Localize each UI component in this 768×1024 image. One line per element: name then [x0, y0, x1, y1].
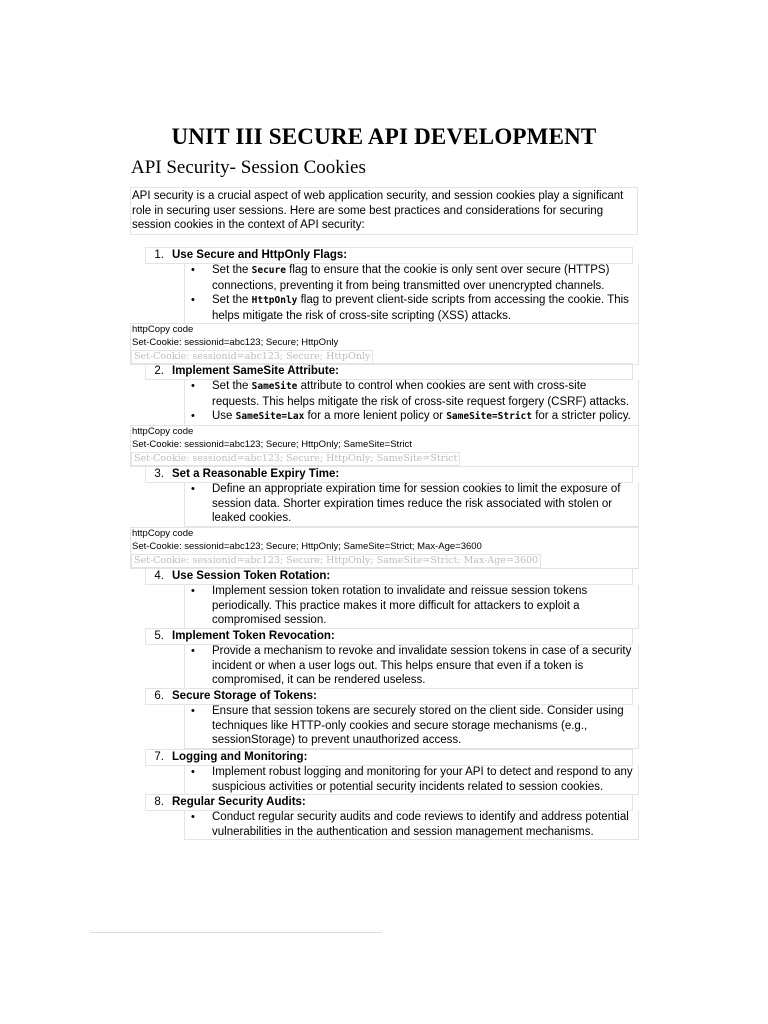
bullet-icon: •	[191, 483, 195, 495]
item-number: 3.	[154, 468, 164, 480]
item-heading: Use Session Token Rotation:	[172, 570, 331, 582]
numbered-heading-1	[145, 247, 633, 264]
bullet-list-8	[184, 810, 639, 840]
code-line-faded: Set-Cookie: sessionid=abc123; Secure; HttpOnly; SameSite=Strict	[131, 452, 460, 466]
item-heading: Implement SameSite Attribute:	[172, 365, 339, 377]
item-heading: Set a Reasonable Expiry Time:	[172, 468, 340, 480]
item-number: 6.	[154, 690, 164, 702]
inline-code: SameSite=Lax	[235, 411, 305, 423]
numbered-heading-6	[145, 688, 633, 705]
item-number: 2.	[154, 365, 164, 377]
code-line-faded: Set-Cookie: sessionid=abc123; Secure; HttpOnly; SameSite=Strict; Max-Age=3600	[131, 554, 541, 568]
bullet-icon: •	[191, 380, 195, 392]
numbered-heading-3	[145, 466, 633, 483]
list-item: • Implement robust logging and monitoring for your API to detect and respond to any suspicious activities or potential security incidents related to session cookies.	[191, 766, 633, 793]
list-item: • Set the Secure flag to ensure that the cookie is only sent over secure (HTTPS) connections, preventing it from being transmitted over unencrypted channels.	[191, 264, 610, 292]
item-heading: Regular Security Audits:	[172, 796, 306, 808]
bullet-icon: •	[191, 766, 195, 778]
code-line-faded: Set-Cookie: sessionid=abc123; Secure; HttpOnly	[131, 350, 373, 364]
bullet-icon: •	[191, 811, 195, 823]
inline-code: HttpOnly	[251, 295, 298, 307]
code-line: Set-Cookie: sessionid=abc123; Secure; HttpOnly; SameSite=Strict; Max-Age=3600	[132, 540, 482, 552]
numbered-heading-8	[145, 794, 633, 811]
footnote-separator	[90, 932, 382, 933]
item-heading: Use Secure and HttpOnly Flags:	[172, 249, 348, 261]
list-item: • Use SameSite=Lax for a more lenient policy or SameSite=Strict for a stricter policy.	[191, 410, 631, 423]
code-block-3	[130, 527, 639, 569]
code-label: httpCopy code	[132, 528, 194, 539]
bullet-list-4	[184, 584, 639, 629]
bullet-icon: •	[191, 705, 195, 717]
page-title: UNIT III SECURE API DEVELOPMENT	[171, 124, 597, 149]
bullet-icon: •	[191, 264, 195, 276]
numbered-heading-7	[145, 749, 633, 766]
list-item: • Conduct regular security audits and code reviews to identify and address potential vulnerabilities in the authentication and session management mechanisms.	[191, 811, 629, 838]
code-line: Set-Cookie: sessionid=abc123; Secure; HttpOnly	[132, 336, 339, 348]
inline-code: SameSite	[251, 381, 298, 392]
list-item: • Ensure that session tokens are securely stored on the client side. Consider using techniques like HTTP-only cookies and secure storage mechanisms (e.g., sessionStorage) to prevent unauthorized access.	[191, 705, 624, 747]
bullet-list-3	[184, 482, 639, 527]
inline-code: Secure	[251, 265, 286, 276]
item-number: 8.	[154, 796, 164, 808]
code-label: httpCopy code	[132, 426, 194, 437]
bullet-list-5	[184, 644, 639, 689]
code-label: httpCopy code	[132, 324, 194, 335]
bullet-list-1	[184, 263, 639, 324]
item-number: 4.	[154, 570, 164, 582]
item-heading: Secure Storage of Tokens:	[172, 690, 317, 702]
bullet-list-2	[184, 379, 639, 426]
bullet-list-7	[184, 765, 639, 795]
code-line: Set-Cookie: sessionid=abc123; Secure; HttpOnly; SameSite=Strict	[132, 438, 412, 450]
list-item: • Define an appropriate expiration time for session cookies to limit the exposure of session data. Shorter expiration times reduce the risk associated with stolen or leaked cookies.	[191, 483, 621, 525]
list-item: • Set the HttpOnly flag to prevent client-side scripts from accessing the cookie. This helps mitigate the risk of cross-site scripting (XSS) attacks.	[191, 294, 629, 322]
list-item: • Provide a mechanism to revoke and invalidate session tokens in case of a security incident or when a user logs out. This helps ensure that even if a token is compromised, it can be rendered useless.	[191, 645, 632, 687]
list-item: • Set the SameSite attribute to control when cookies are sent with cross-site requests. This helps mitigate the risk of cross-site request forgery (CSRF) attacks.	[191, 380, 630, 408]
code-block-1	[130, 323, 639, 365]
item-number: 1.	[154, 249, 164, 261]
intro-paragraph: API security is a crucial aspect of web application security, and session cookies play a significant role in securing user sessions. Here are some best practices and considerations for securing session cookies in the context of API security:	[130, 187, 638, 235]
bullet-icon: •	[191, 585, 195, 597]
bullet-icon: •	[191, 294, 195, 307]
numbered-heading-4	[145, 568, 633, 585]
bullet-icon: •	[191, 645, 195, 657]
inline-code: SameSite=Strict	[446, 411, 532, 423]
numbered-heading-2	[145, 363, 633, 380]
list-item: • Implement session token rotation to invalidate and reissue session tokens periodically. This practice makes it more difficult for attackers to exploit a compromised session.	[191, 585, 588, 627]
section-subtitle: API Security- Session Cookies	[131, 157, 366, 178]
item-heading: Implement Token Revocation:	[172, 630, 335, 642]
item-number: 5.	[154, 630, 164, 642]
item-number: 7.	[154, 751, 164, 763]
numbered-heading-5	[145, 628, 633, 645]
bullet-icon: •	[191, 410, 195, 423]
item-heading: Logging and Monitoring:	[172, 751, 308, 763]
bullet-list-6	[184, 704, 639, 749]
code-block-2	[130, 425, 639, 467]
